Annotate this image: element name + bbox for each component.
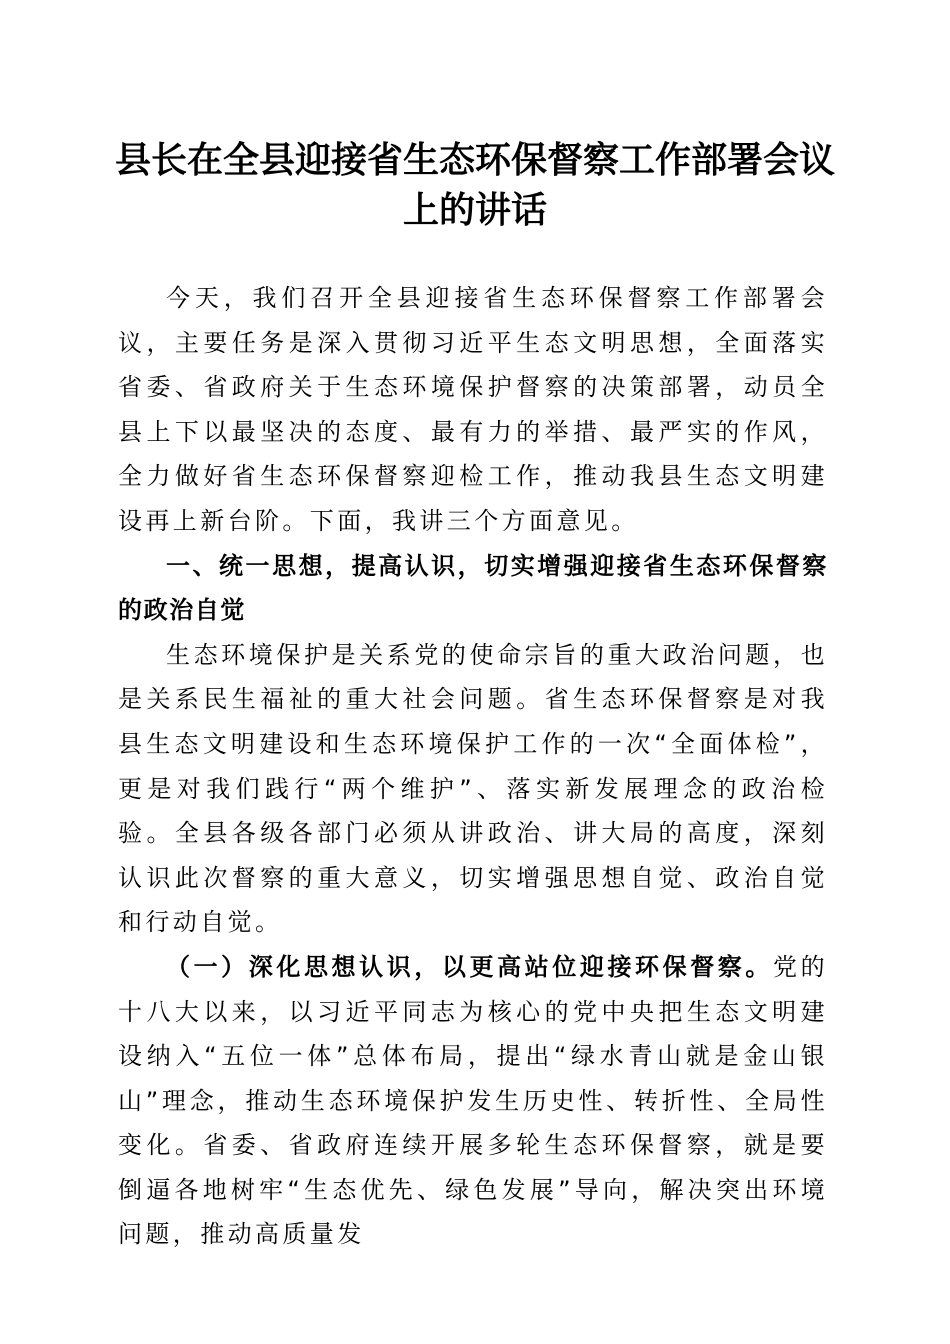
section-heading-1: 一、统一思想，提高认识，切实增强迎接省生态环保督察的政治自觉	[118, 551, 828, 625]
body-paragraph: 生态环境保护是关系党的使命宗旨的重大政治问题，也是关系民生福祉的重大社会问题。省生态环保督察是对我县生态文明建设和生态环境保护工作的一次“全面体检”，更是对我们践行“两个维护”、落实新发展理念的政治检验。全县各级各部门必须从讲政治、讲大局的高度，深刻认识此次督察的重大意义，切实增强思想自觉、政治自觉和行动自觉。	[118, 640, 828, 937]
subsection-heading: （一）深化思想认识，以更高站位迎接环保督察。	[166, 952, 773, 981]
subsection-paragraph	[118, 945, 828, 1257]
subsection-text: 党的十八大以来，以习近平同志为核心的党中央把生态文明建设纳入“五位一体”总体布局，提出“绿水青山就是金山银山”理念，推动生态环境保护发生历史性、转折性、全局性变化。省委、省政府连续开展多轮生态环保督察，就是要倒逼各地树牢“生态优先、绿色发展”导向，解决突出环境问题，推动高质量发	[118, 952, 828, 1249]
document-body	[118, 276, 828, 1257]
document-title: 县长在全县迎接省生态环保督察工作部署会议上的讲话	[114, 139, 835, 231]
intro-paragraph: 今天，我们召开全县迎接省生态环保督察工作部署会议，主要任务是深入贯彻习近平生态文明思想，全面落实省委、省政府关于生态环境保护督察的决策部署，动员全县上下以最坚决的态度、最有力的举措、最严实的作风，全力做好省生态环保督察迎检工作，推动我县生态文明建设再上新台阶。下面，我讲三个方面意见。	[118, 284, 828, 535]
